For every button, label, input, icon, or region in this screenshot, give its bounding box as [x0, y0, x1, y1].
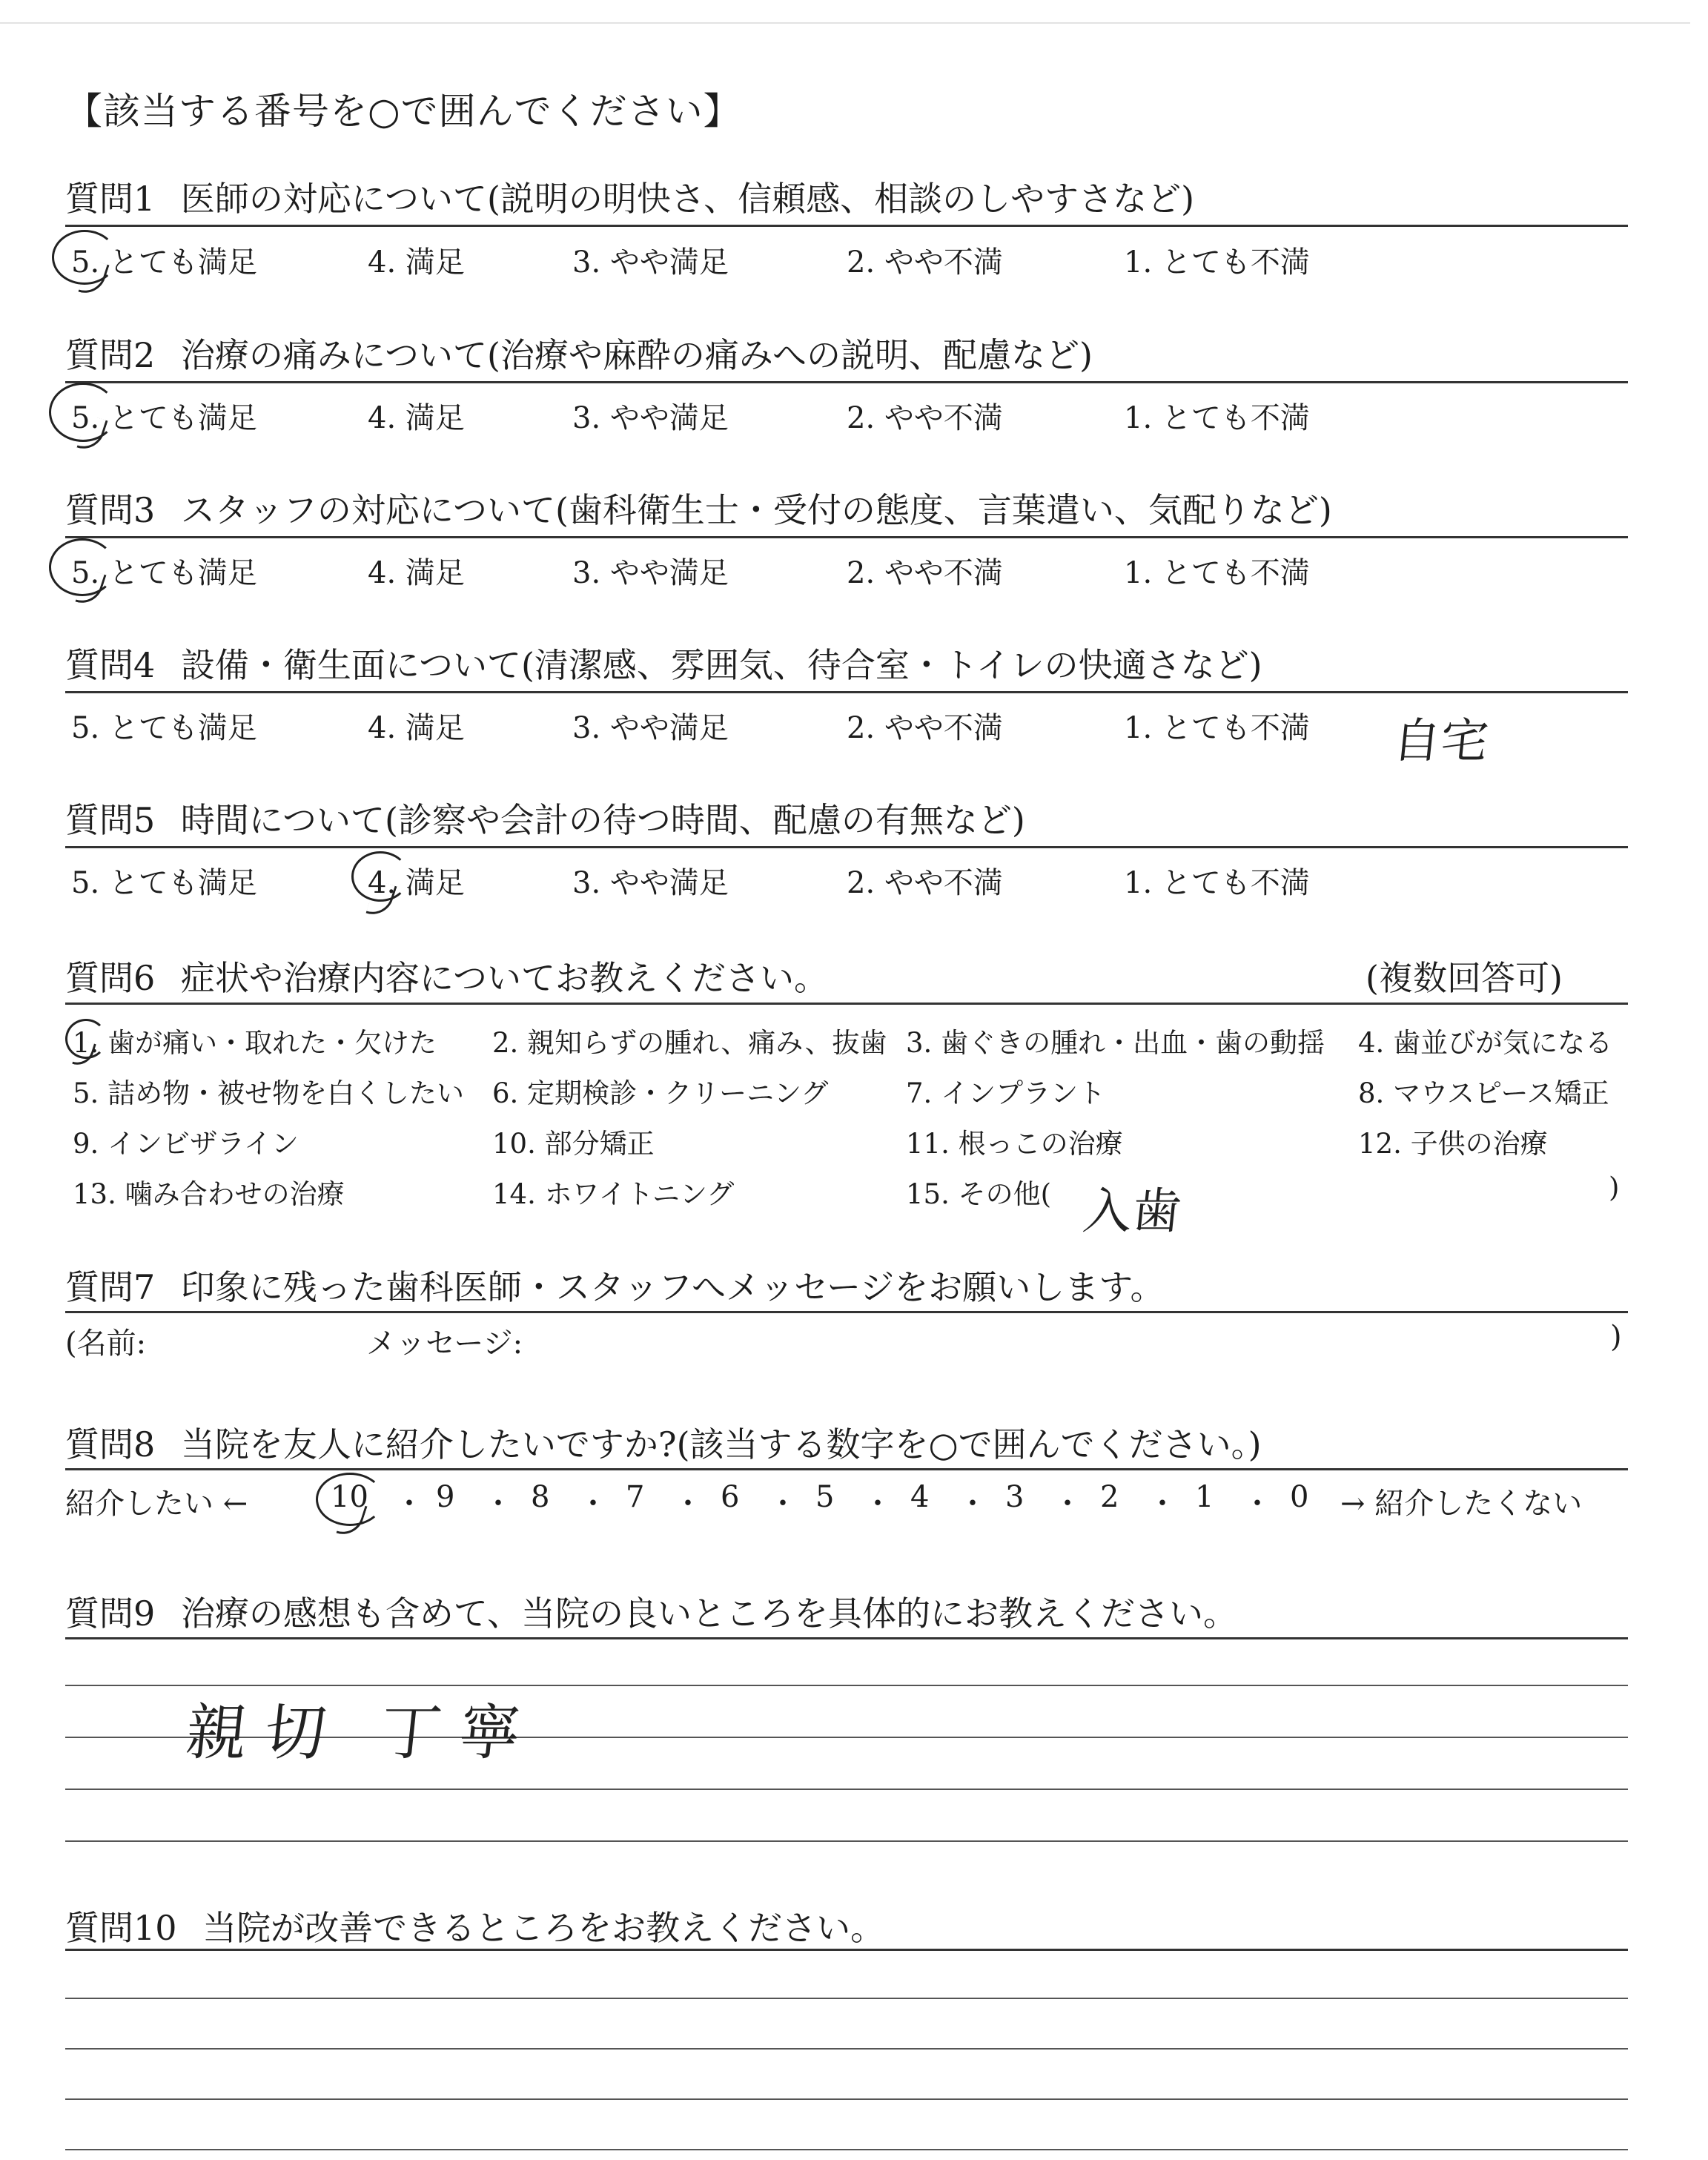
q4-option-5[interactable]: 5. とても満足 [71, 711, 257, 745]
q2-heading [65, 328, 1093, 377]
q7-message-label: メッセージ: [366, 1327, 523, 1361]
q6-option-11[interactable]: 11. 根っこの治療 [906, 1128, 1123, 1160]
q6-option-1[interactable]: 1. 歯が痛い・取れた・欠けた [73, 1027, 437, 1059]
q6-option-5[interactable]: 5. 詰め物・被せ物を白くしたい [73, 1077, 465, 1109]
q1-label: 質問1 [65, 179, 156, 219]
q3-option-2[interactable]: 2. やや不満 [847, 556, 1003, 590]
q6-heading [65, 951, 828, 1000]
q1-heading [65, 172, 1194, 221]
q8-dot: ・ [1242, 1487, 1272, 1521]
q2-label: 質問2 [65, 335, 156, 375]
q1-text: 医師の対応について(説明の明快さ、信頼感、相談のしやすさなど) [180, 179, 1195, 219]
q1-option-2[interactable]: 2. やや不満 [847, 245, 1003, 280]
q2-option-2[interactable]: 2. やや不満 [847, 401, 1003, 435]
q8-scale-1[interactable]: 1 [1195, 1480, 1214, 1514]
q8-dot: ・ [394, 1487, 424, 1521]
q3-option-4[interactable]: 4. 満足 [368, 556, 465, 590]
q5-option-5[interactable]: 5. とても満足 [71, 866, 257, 900]
q1-rule [65, 225, 1628, 227]
q8-scale-0[interactable]: 0 [1290, 1480, 1309, 1514]
q8-dot: ・ [863, 1487, 893, 1521]
q5-heading [65, 793, 1025, 842]
q9-label: 質問9 [65, 1593, 156, 1634]
q1-option-3[interactable]: 3. やや満足 [572, 245, 729, 280]
q8-dot: ・ [483, 1487, 513, 1521]
q2-option-3[interactable]: 3. やや満足 [572, 401, 729, 435]
q1-option-4[interactable]: 4. 満足 [368, 245, 465, 280]
q6-other-handwritten: 入歯 [1080, 1183, 1185, 1240]
q2-option-4[interactable]: 4. 満足 [368, 401, 465, 435]
q6-other-close-paren: ) [1609, 1172, 1620, 1203]
q3-option-1[interactable]: 1. とても不満 [1124, 556, 1310, 590]
q5-label: 質問5 [65, 800, 156, 840]
q2-text: 治療の痛みについて(治療や麻酔の痛みへの説明、配慮など) [180, 335, 1093, 375]
q6-rule [65, 1003, 1628, 1005]
q8-dot: ・ [1148, 1487, 1177, 1521]
q8-scale-2[interactable]: 2 [1100, 1480, 1119, 1514]
q10-rule [65, 1949, 1628, 1951]
q6-option-13[interactable]: 13. 噛み合わせの治療 [73, 1178, 345, 1210]
q8-scale-8[interactable]: 8 [531, 1480, 550, 1514]
q5-option-2[interactable]: 2. やや不満 [847, 866, 1003, 900]
q8-left-label: 紹介したい ← [65, 1487, 248, 1521]
q2-rule [65, 381, 1628, 383]
q4-handwritten-note: 自宅 [1390, 714, 1492, 769]
q8-scale-4[interactable]: 4 [910, 1480, 930, 1514]
q8-text: 当院を友人に紹介したいですか?(該当する数字を○で囲んでください。) [180, 1424, 1262, 1464]
q4-option-1[interactable]: 1. とても不満 [1124, 711, 1310, 745]
q4-option-4[interactable]: 4. 満足 [368, 711, 465, 745]
q6-multiple-note: (複数回答可) [1366, 958, 1563, 998]
q6-option-4[interactable]: 4. 歯並びが気になる [1358, 1027, 1613, 1059]
page-title: 【該当する番号を○で囲んでください】 [65, 90, 741, 133]
q7-label: 質問7 [65, 1267, 156, 1307]
q5-option-4[interactable]: 4. 満足 [368, 866, 465, 900]
q3-rule [65, 536, 1628, 538]
scan-top-edge [0, 22, 1690, 24]
q5-text: 時間について(診察や会計の待つ時間、配慮の有無など) [180, 800, 1025, 840]
q8-dot: ・ [768, 1487, 798, 1521]
q6-option-15[interactable]: 15. その他( [906, 1178, 1052, 1210]
q6-option-8[interactable]: 8. マウスピース矯正 [1358, 1077, 1609, 1109]
q8-label: 質問8 [65, 1424, 156, 1464]
q4-heading [65, 638, 1262, 687]
q10-text: 当院が改善できるところをお教えください。 [202, 1908, 885, 1948]
q8-scale-6[interactable]: 6 [721, 1480, 740, 1514]
q8-scale-10[interactable]: 10 [331, 1480, 368, 1514]
q6-option-6[interactable]: 6. 定期検診・クリーニング [492, 1077, 829, 1109]
q4-option-2[interactable]: 2. やや不満 [847, 711, 1003, 745]
q9-answer-line [65, 1789, 1628, 1790]
q7-rule [65, 1311, 1628, 1313]
q9-rule [65, 1637, 1628, 1639]
q8-rule [65, 1468, 1628, 1470]
q10-answer-line [65, 2048, 1628, 2050]
q10-answer-line [65, 2098, 1628, 2100]
q3-option-3[interactable]: 3. やや満足 [572, 556, 729, 590]
q4-text: 設備・衛生面について(清潔感、雰囲気、待合室・トイレの快適さなど) [180, 645, 1262, 685]
q7-text: 印象に残った歯科医師・スタッフへメッセージをお願いします。 [180, 1267, 1165, 1307]
q10-heading [65, 1901, 884, 1950]
q3-heading [65, 483, 1332, 532]
q6-option-12[interactable]: 12. 子供の治療 [1358, 1128, 1548, 1160]
q8-dot: ・ [1053, 1487, 1082, 1521]
q6-label: 質問6 [65, 958, 156, 998]
q6-option-3[interactable]: 3. 歯ぐきの腫れ・出血・歯の動揺 [906, 1027, 1325, 1059]
q8-scale-5[interactable]: 5 [815, 1480, 835, 1514]
q1-option-1[interactable]: 1. とても不満 [1124, 245, 1310, 280]
q7-close-paren: ) [1610, 1320, 1622, 1354]
q6-option-10[interactable]: 10. 部分矯正 [492, 1128, 655, 1160]
q6-option-7[interactable]: 7. インプラント [906, 1077, 1106, 1109]
q10-label: 質問10 [65, 1908, 177, 1948]
q8-scale-3[interactable]: 3 [1005, 1480, 1025, 1514]
q8-right-label: → 紹介したくない [1340, 1487, 1583, 1521]
q9-answer-line [65, 1840, 1628, 1842]
q3-option-5[interactable]: 5. とても満足 [71, 556, 257, 590]
q6-text: 症状や治療内容についてお教えください。 [180, 958, 828, 998]
q9-heading [65, 1587, 1237, 1636]
q5-option-1[interactable]: 1. とても不満 [1124, 866, 1310, 900]
q9-handwritten-answer: 親切 丁寧 [182, 1698, 542, 1768]
q2-option-1[interactable]: 1. とても不満 [1124, 401, 1310, 435]
q8-dot: ・ [578, 1487, 608, 1521]
q4-option-3[interactable]: 3. やや満足 [572, 711, 729, 745]
q6-option-9[interactable]: 9. インビザライン [73, 1128, 299, 1160]
q8-heading [65, 1418, 1262, 1467]
q5-rule [65, 846, 1628, 848]
q5-option-3[interactable]: 3. やや満足 [572, 866, 729, 900]
q3-text: スタッフの対応について(歯科衛生士・受付の態度、言葉遣い、気配りなど) [180, 490, 1332, 530]
q6-option-14[interactable]: 14. ホワイトニング [492, 1178, 735, 1210]
q2-option-5[interactable]: 5. とても満足 [71, 401, 257, 435]
q7-heading [65, 1261, 1165, 1309]
q8-scale-7[interactable]: 7 [626, 1480, 645, 1514]
q1-option-5[interactable]: 5. とても満足 [71, 245, 257, 280]
q7-name-label: (名前: [65, 1327, 147, 1361]
q8-dot: ・ [673, 1487, 703, 1521]
q8-dot: ・ [958, 1487, 987, 1521]
q6-option-2[interactable]: 2. 親知らずの腫れ、痛み、抜歯 [492, 1027, 887, 1059]
q4-rule [65, 691, 1628, 693]
q9-text: 治療の感想も含めて、当院の良いところを具体的にお教えください。 [180, 1593, 1237, 1634]
q3-label: 質問3 [65, 490, 156, 530]
q10-answer-line [65, 1998, 1628, 1999]
q4-label: 質問4 [65, 645, 156, 685]
q10-answer-line [65, 2149, 1628, 2150]
q8-scale-9[interactable]: 9 [436, 1480, 455, 1514]
